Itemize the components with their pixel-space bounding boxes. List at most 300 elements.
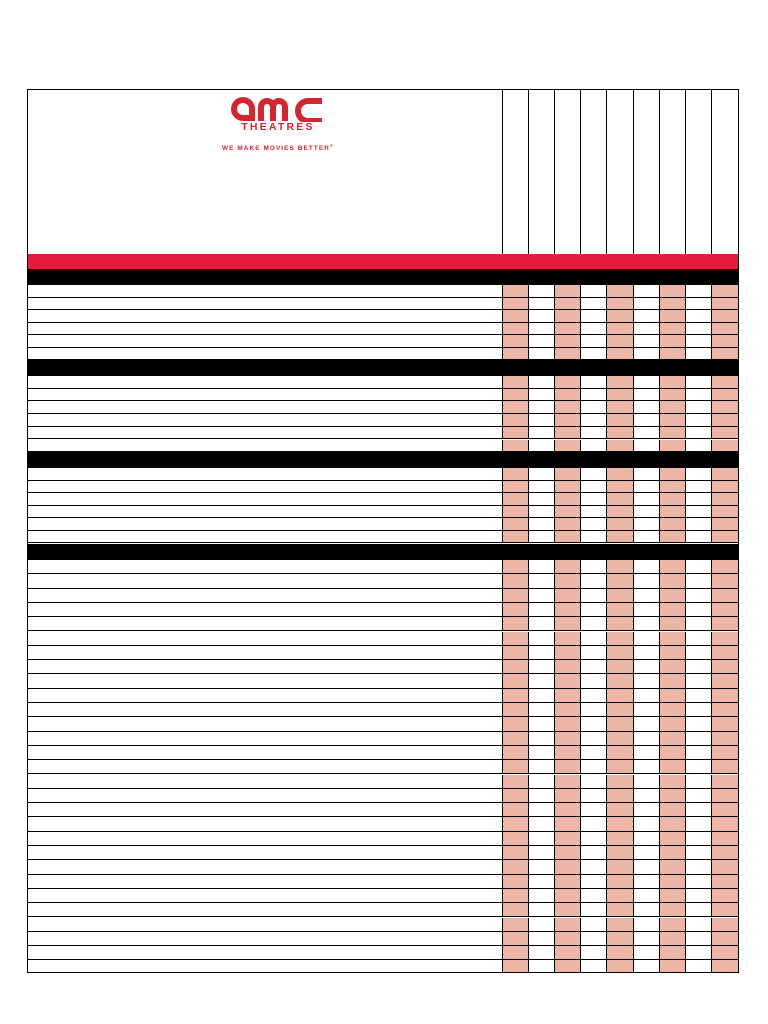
check-cell[interactable] — [555, 427, 581, 439]
check-cell[interactable] — [607, 932, 633, 945]
check-cell[interactable] — [581, 674, 607, 687]
check-cell[interactable] — [686, 298, 712, 310]
check-cell[interactable] — [686, 481, 712, 493]
check-cell[interactable] — [581, 531, 607, 543]
check-cell[interactable] — [555, 746, 581, 759]
row-label-cell[interactable] — [28, 481, 503, 493]
check-cell[interactable] — [634, 560, 660, 573]
check-cell[interactable] — [555, 285, 581, 297]
check-cell[interactable] — [581, 323, 607, 335]
check-cell[interactable] — [555, 468, 581, 480]
check-cell[interactable] — [555, 832, 581, 845]
row-label-cell[interactable] — [28, 427, 503, 439]
check-cell[interactable] — [607, 440, 633, 452]
check-cell[interactable] — [529, 832, 555, 845]
check-cell[interactable] — [581, 732, 607, 745]
check-cell[interactable] — [503, 946, 529, 959]
check-cell[interactable] — [581, 803, 607, 816]
check-cell[interactable] — [634, 860, 660, 873]
row-label-cell[interactable] — [28, 323, 503, 335]
check-cell[interactable] — [660, 732, 686, 745]
check-cell[interactable] — [581, 389, 607, 401]
check-cell[interactable] — [529, 918, 555, 931]
check-cell[interactable] — [660, 646, 686, 659]
check-cell[interactable] — [607, 414, 633, 426]
check-cell[interactable] — [660, 660, 686, 673]
check-cell[interactable] — [660, 903, 686, 916]
check-cell[interactable] — [686, 493, 712, 505]
row-label-cell[interactable] — [28, 632, 503, 645]
check-cell[interactable] — [607, 918, 633, 931]
check-cell[interactable] — [634, 674, 660, 687]
check-cell[interactable] — [634, 493, 660, 505]
check-cell[interactable] — [581, 846, 607, 859]
check-cell[interactable] — [555, 493, 581, 505]
check-cell[interactable] — [607, 903, 633, 916]
check-cell[interactable] — [555, 518, 581, 530]
check-cell[interactable] — [712, 660, 738, 673]
check-cell[interactable] — [712, 803, 738, 816]
check-cell[interactable] — [581, 298, 607, 310]
check-cell[interactable] — [660, 760, 686, 773]
check-cell[interactable] — [503, 285, 529, 297]
check-cell[interactable] — [555, 589, 581, 602]
check-cell[interactable] — [529, 506, 555, 518]
row-label-cell[interactable] — [28, 348, 503, 360]
check-cell[interactable] — [607, 298, 633, 310]
check-cell[interactable] — [660, 803, 686, 816]
check-cell[interactable] — [555, 310, 581, 322]
check-cell[interactable] — [712, 376, 738, 388]
check-cell[interactable] — [503, 617, 529, 630]
check-cell[interactable] — [634, 468, 660, 480]
check-cell[interactable] — [555, 789, 581, 802]
check-cell[interactable] — [634, 531, 660, 543]
check-cell[interactable] — [555, 574, 581, 587]
check-cell[interactable] — [607, 674, 633, 687]
check-cell[interactable] — [686, 348, 712, 360]
check-cell[interactable] — [634, 348, 660, 360]
check-cell[interactable] — [581, 918, 607, 931]
check-cell[interactable] — [712, 732, 738, 745]
check-cell[interactable] — [634, 903, 660, 916]
check-cell[interactable] — [712, 603, 738, 616]
check-cell[interactable] — [686, 832, 712, 845]
check-cell[interactable] — [581, 603, 607, 616]
check-cell[interactable] — [634, 946, 660, 959]
check-cell[interactable] — [712, 860, 738, 873]
check-cell[interactable] — [660, 414, 686, 426]
check-cell[interactable] — [634, 376, 660, 388]
check-cell[interactable] — [581, 481, 607, 493]
check-cell[interactable] — [634, 918, 660, 931]
check-cell[interactable] — [529, 903, 555, 916]
check-cell[interactable] — [634, 414, 660, 426]
row-label-cell[interactable] — [28, 746, 503, 759]
row-label-cell[interactable] — [28, 440, 503, 452]
check-cell[interactable] — [634, 832, 660, 845]
check-cell[interactable] — [686, 285, 712, 297]
row-label-cell[interactable] — [28, 732, 503, 745]
row-label-cell[interactable] — [28, 531, 503, 543]
check-cell[interactable] — [555, 646, 581, 659]
check-cell[interactable] — [660, 298, 686, 310]
check-cell[interactable] — [660, 560, 686, 573]
check-cell[interactable] — [581, 689, 607, 702]
check-cell[interactable] — [686, 717, 712, 730]
check-cell[interactable] — [634, 775, 660, 788]
check-cell[interactable] — [660, 960, 686, 972]
check-cell[interactable] — [686, 376, 712, 388]
check-cell[interactable] — [529, 646, 555, 659]
check-cell[interactable] — [686, 310, 712, 322]
check-cell[interactable] — [529, 789, 555, 802]
row-label-cell[interactable] — [28, 832, 503, 845]
check-cell[interactable] — [529, 414, 555, 426]
check-cell[interactable] — [712, 348, 738, 360]
check-cell[interactable] — [555, 846, 581, 859]
check-cell[interactable] — [503, 335, 529, 347]
check-cell[interactable] — [503, 506, 529, 518]
check-cell[interactable] — [607, 703, 633, 716]
check-cell[interactable] — [503, 860, 529, 873]
row-label-cell[interactable] — [28, 817, 503, 830]
check-cell[interactable] — [660, 285, 686, 297]
check-cell[interactable] — [529, 689, 555, 702]
check-cell[interactable] — [686, 803, 712, 816]
check-cell[interactable] — [660, 603, 686, 616]
check-cell[interactable] — [686, 732, 712, 745]
check-cell[interactable] — [581, 493, 607, 505]
check-cell[interactable] — [712, 817, 738, 830]
check-cell[interactable] — [660, 531, 686, 543]
check-cell[interactable] — [555, 531, 581, 543]
check-cell[interactable] — [555, 506, 581, 518]
check-cell[interactable] — [503, 746, 529, 759]
check-cell[interactable] — [529, 960, 555, 972]
check-cell[interactable] — [581, 506, 607, 518]
check-cell[interactable] — [660, 506, 686, 518]
check-cell[interactable] — [529, 335, 555, 347]
check-cell[interactable] — [712, 717, 738, 730]
check-cell[interactable] — [660, 493, 686, 505]
check-cell[interactable] — [634, 440, 660, 452]
check-cell[interactable] — [634, 589, 660, 602]
row-label-cell[interactable] — [28, 414, 503, 426]
check-cell[interactable] — [555, 717, 581, 730]
check-cell[interactable] — [607, 285, 633, 297]
check-cell[interactable] — [607, 376, 633, 388]
check-cell[interactable] — [555, 860, 581, 873]
check-cell[interactable] — [686, 401, 712, 413]
check-cell[interactable] — [555, 298, 581, 310]
check-cell[interactable] — [660, 932, 686, 945]
check-cell[interactable] — [686, 335, 712, 347]
check-cell[interactable] — [529, 589, 555, 602]
check-cell[interactable] — [686, 660, 712, 673]
check-cell[interactable] — [503, 531, 529, 543]
check-cell[interactable] — [555, 603, 581, 616]
check-cell[interactable] — [581, 335, 607, 347]
check-cell[interactable] — [686, 632, 712, 645]
check-cell[interactable] — [686, 889, 712, 902]
check-cell[interactable] — [660, 918, 686, 931]
check-cell[interactable] — [712, 760, 738, 773]
check-cell[interactable] — [503, 481, 529, 493]
check-cell[interactable] — [607, 531, 633, 543]
check-cell[interactable] — [660, 746, 686, 759]
check-cell[interactable] — [503, 310, 529, 322]
check-cell[interactable] — [712, 414, 738, 426]
check-cell[interactable] — [660, 574, 686, 587]
check-cell[interactable] — [555, 632, 581, 645]
check-cell[interactable] — [581, 376, 607, 388]
check-cell[interactable] — [686, 674, 712, 687]
check-cell[interactable] — [581, 903, 607, 916]
check-cell[interactable] — [581, 932, 607, 945]
row-label-cell[interactable] — [28, 860, 503, 873]
check-cell[interactable] — [634, 889, 660, 902]
check-cell[interactable] — [529, 660, 555, 673]
check-cell[interactable] — [607, 803, 633, 816]
check-cell[interactable] — [529, 518, 555, 530]
check-cell[interactable] — [634, 660, 660, 673]
check-cell[interactable] — [660, 789, 686, 802]
check-cell[interactable] — [581, 401, 607, 413]
check-cell[interactable] — [581, 817, 607, 830]
check-cell[interactable] — [607, 518, 633, 530]
check-cell[interactable] — [529, 468, 555, 480]
check-cell[interactable] — [686, 703, 712, 716]
check-cell[interactable] — [503, 775, 529, 788]
check-cell[interactable] — [607, 617, 633, 630]
check-cell[interactable] — [503, 401, 529, 413]
check-cell[interactable] — [686, 689, 712, 702]
check-cell[interactable] — [503, 574, 529, 587]
check-cell[interactable] — [503, 760, 529, 773]
check-cell[interactable] — [529, 817, 555, 830]
check-cell[interactable] — [555, 889, 581, 902]
check-cell[interactable] — [607, 746, 633, 759]
check-cell[interactable] — [712, 481, 738, 493]
check-cell[interactable] — [555, 817, 581, 830]
check-cell[interactable] — [555, 401, 581, 413]
check-cell[interactable] — [529, 440, 555, 452]
check-cell[interactable] — [607, 506, 633, 518]
check-cell[interactable] — [634, 760, 660, 773]
check-cell[interactable] — [712, 918, 738, 931]
check-cell[interactable] — [634, 335, 660, 347]
check-cell[interactable] — [607, 689, 633, 702]
check-cell[interactable] — [529, 323, 555, 335]
check-cell[interactable] — [529, 310, 555, 322]
check-cell[interactable] — [607, 310, 633, 322]
check-cell[interactable] — [503, 389, 529, 401]
check-cell[interactable] — [529, 732, 555, 745]
row-label-cell[interactable] — [28, 875, 503, 888]
check-cell[interactable] — [660, 674, 686, 687]
check-cell[interactable] — [581, 632, 607, 645]
check-cell[interactable] — [529, 632, 555, 645]
check-cell[interactable] — [503, 376, 529, 388]
check-cell[interactable] — [581, 889, 607, 902]
check-cell[interactable] — [686, 560, 712, 573]
check-cell[interactable] — [555, 875, 581, 888]
check-cell[interactable] — [503, 674, 529, 687]
row-label-cell[interactable] — [28, 389, 503, 401]
check-cell[interactable] — [607, 589, 633, 602]
check-cell[interactable] — [503, 817, 529, 830]
check-cell[interactable] — [686, 646, 712, 659]
check-cell[interactable] — [686, 427, 712, 439]
check-cell[interactable] — [634, 617, 660, 630]
check-cell[interactable] — [529, 574, 555, 587]
row-label-cell[interactable] — [28, 789, 503, 802]
check-cell[interactable] — [712, 389, 738, 401]
check-cell[interactable] — [529, 775, 555, 788]
check-cell[interactable] — [581, 703, 607, 716]
check-cell[interactable] — [503, 803, 529, 816]
check-cell[interactable] — [529, 860, 555, 873]
check-cell[interactable] — [555, 560, 581, 573]
check-cell[interactable] — [503, 903, 529, 916]
check-cell[interactable] — [660, 817, 686, 830]
check-cell[interactable] — [712, 401, 738, 413]
check-cell[interactable] — [660, 427, 686, 439]
check-cell[interactable] — [529, 401, 555, 413]
check-cell[interactable] — [686, 518, 712, 530]
row-label-cell[interactable] — [28, 760, 503, 773]
check-cell[interactable] — [660, 323, 686, 335]
check-cell[interactable] — [581, 574, 607, 587]
check-cell[interactable] — [686, 617, 712, 630]
check-cell[interactable] — [555, 946, 581, 959]
check-cell[interactable] — [634, 817, 660, 830]
row-label-cell[interactable] — [28, 617, 503, 630]
check-cell[interactable] — [529, 493, 555, 505]
row-label-cell[interactable] — [28, 660, 503, 673]
check-cell[interactable] — [712, 832, 738, 845]
check-cell[interactable] — [555, 960, 581, 972]
check-cell[interactable] — [660, 518, 686, 530]
check-cell[interactable] — [581, 348, 607, 360]
check-cell[interactable] — [686, 589, 712, 602]
check-cell[interactable] — [555, 440, 581, 452]
check-cell[interactable] — [581, 789, 607, 802]
check-cell[interactable] — [503, 660, 529, 673]
row-label-cell[interactable] — [28, 401, 503, 413]
check-cell[interactable] — [581, 310, 607, 322]
check-cell[interactable] — [581, 468, 607, 480]
check-cell[interactable] — [686, 389, 712, 401]
check-cell[interactable] — [503, 889, 529, 902]
check-cell[interactable] — [686, 946, 712, 959]
check-cell[interactable] — [529, 674, 555, 687]
check-cell[interactable] — [712, 310, 738, 322]
check-cell[interactable] — [686, 760, 712, 773]
check-cell[interactable] — [581, 660, 607, 673]
check-cell[interactable] — [686, 960, 712, 972]
check-cell[interactable] — [503, 298, 529, 310]
row-label-cell[interactable] — [28, 918, 503, 931]
check-cell[interactable] — [660, 335, 686, 347]
check-cell[interactable] — [712, 946, 738, 959]
check-cell[interactable] — [555, 348, 581, 360]
check-cell[interactable] — [555, 932, 581, 945]
check-cell[interactable] — [712, 468, 738, 480]
check-cell[interactable] — [660, 875, 686, 888]
check-cell[interactable] — [660, 832, 686, 845]
check-cell[interactable] — [660, 468, 686, 480]
check-cell[interactable] — [686, 860, 712, 873]
check-cell[interactable] — [607, 660, 633, 673]
check-cell[interactable] — [634, 703, 660, 716]
row-label-cell[interactable] — [28, 468, 503, 480]
check-cell[interactable] — [581, 832, 607, 845]
check-cell[interactable] — [634, 285, 660, 297]
check-cell[interactable] — [712, 335, 738, 347]
check-cell[interactable] — [607, 493, 633, 505]
check-cell[interactable] — [607, 960, 633, 972]
row-label-cell[interactable] — [28, 689, 503, 702]
check-cell[interactable] — [581, 414, 607, 426]
check-cell[interactable] — [555, 760, 581, 773]
check-cell[interactable] — [686, 817, 712, 830]
check-cell[interactable] — [581, 617, 607, 630]
check-cell[interactable] — [607, 603, 633, 616]
check-cell[interactable] — [607, 717, 633, 730]
check-cell[interactable] — [529, 348, 555, 360]
check-cell[interactable] — [503, 832, 529, 845]
check-cell[interactable] — [529, 803, 555, 816]
check-cell[interactable] — [503, 689, 529, 702]
check-cell[interactable] — [529, 376, 555, 388]
check-cell[interactable] — [634, 789, 660, 802]
check-cell[interactable] — [529, 846, 555, 859]
check-cell[interactable] — [555, 617, 581, 630]
check-cell[interactable] — [607, 401, 633, 413]
check-cell[interactable] — [712, 298, 738, 310]
check-cell[interactable] — [634, 846, 660, 859]
check-cell[interactable] — [581, 775, 607, 788]
check-cell[interactable] — [660, 401, 686, 413]
check-cell[interactable] — [712, 560, 738, 573]
check-cell[interactable] — [686, 603, 712, 616]
check-cell[interactable] — [607, 775, 633, 788]
check-cell[interactable] — [686, 746, 712, 759]
check-cell[interactable] — [712, 632, 738, 645]
check-cell[interactable] — [634, 323, 660, 335]
check-cell[interactable] — [503, 703, 529, 716]
check-cell[interactable] — [712, 903, 738, 916]
row-label-cell[interactable] — [28, 889, 503, 902]
check-cell[interactable] — [503, 918, 529, 931]
check-cell[interactable] — [555, 335, 581, 347]
check-cell[interactable] — [503, 603, 529, 616]
check-cell[interactable] — [712, 932, 738, 945]
check-cell[interactable] — [529, 298, 555, 310]
check-cell[interactable] — [581, 285, 607, 297]
check-cell[interactable] — [529, 875, 555, 888]
check-cell[interactable] — [712, 574, 738, 587]
check-cell[interactable] — [712, 493, 738, 505]
check-cell[interactable] — [634, 875, 660, 888]
row-label-cell[interactable] — [28, 846, 503, 859]
row-label-cell[interactable] — [28, 775, 503, 788]
check-cell[interactable] — [581, 440, 607, 452]
check-cell[interactable] — [555, 414, 581, 426]
check-cell[interactable] — [660, 589, 686, 602]
